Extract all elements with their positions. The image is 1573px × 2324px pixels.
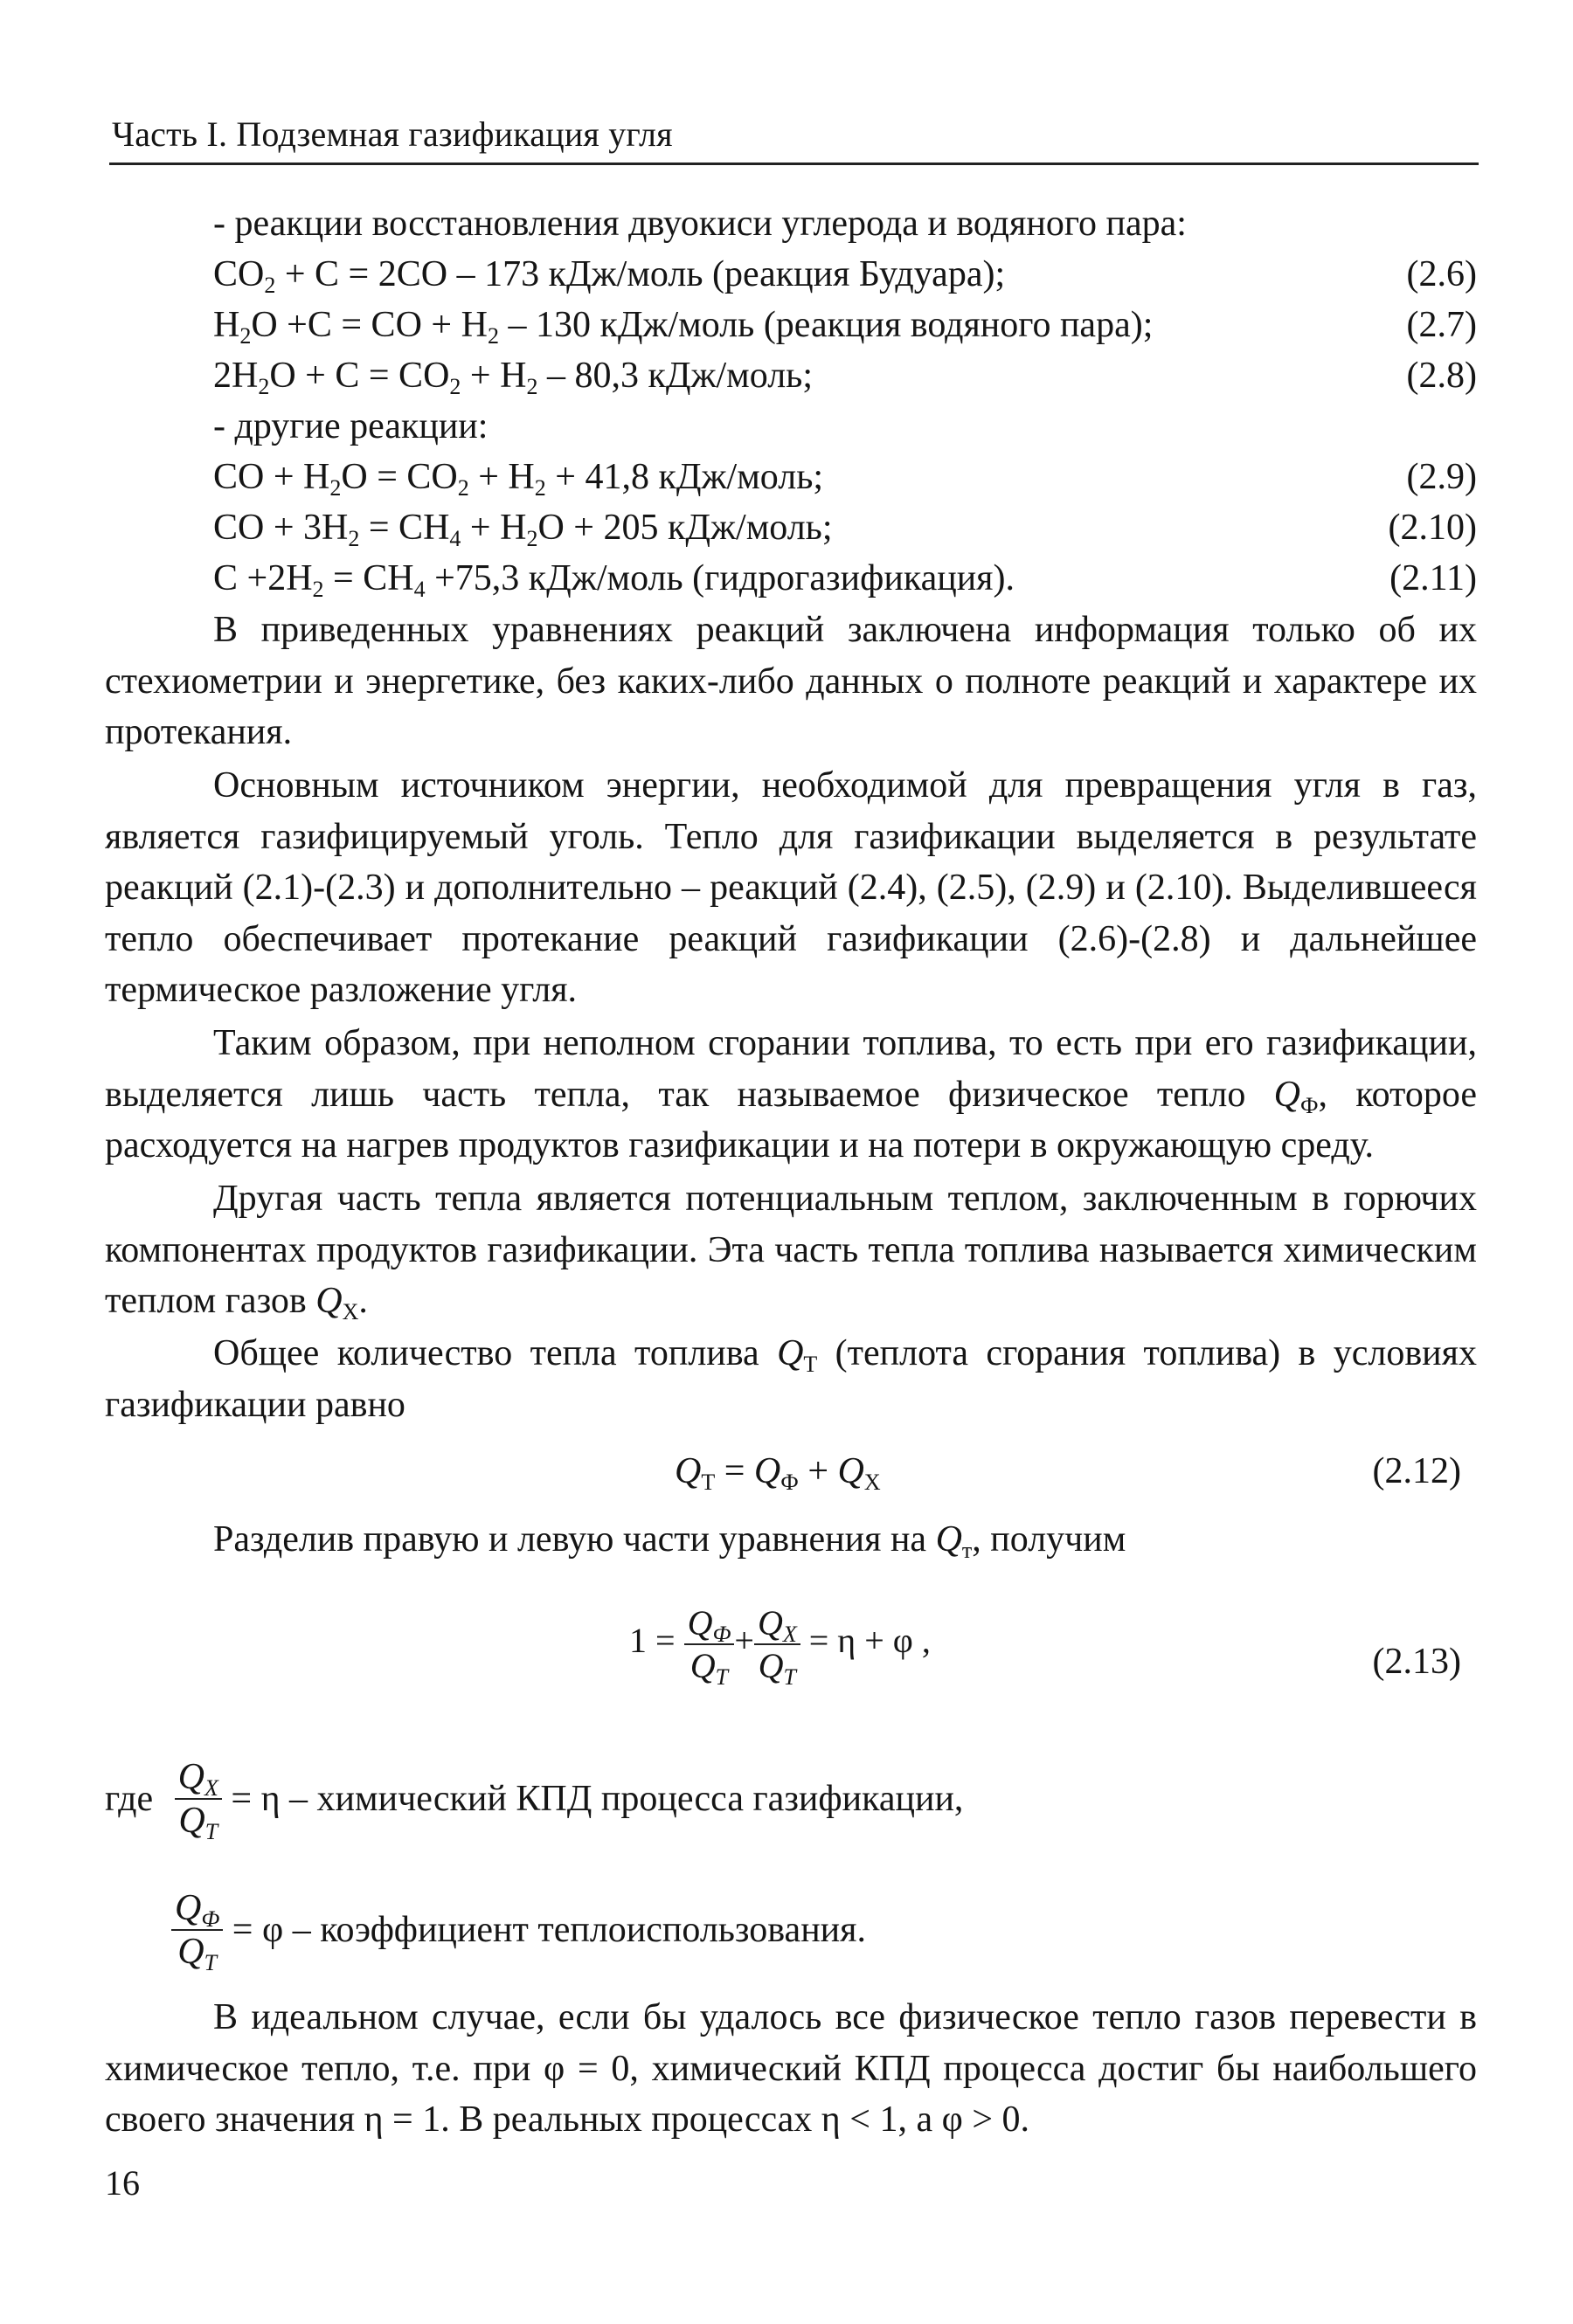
equation-number: (2.12) (1372, 1451, 1461, 1491)
equation-number: (2.11) (1389, 558, 1477, 598)
equation-2-7: $H_2O +C$ = CO + $H_2 - 130$ кДж/моль (реакция водяного пара); (213, 305, 1154, 349)
fraction-qx-qt: $\frac{Q_X}{Q_T}$ (175, 1756, 222, 1842)
page-number: 16 (105, 2163, 140, 2203)
fraction-qf-qt: $\frac{Q_Ф}{Q_Т}$ (684, 1602, 735, 1686)
equation-number: (2.13) (1372, 1642, 1461, 1682)
equation-2-9: CO + $H_2O = CO_2 + H_2 + 41,8$ кДж/моль; (213, 457, 824, 501)
header-rule (109, 163, 1479, 165)
equation-2-12: $Q_Т = Q_Ф + Q_X$ (675, 1451, 881, 1495)
fraction-qf-qt: $\frac{Q_Ф}{Q_T}$ (171, 1887, 223, 1973)
reduction-heading: - реакции восстановления двуокиси углерода и водяного пара: (213, 204, 1187, 244)
equation-2-6: $CO_2 + C = 2CO - 173$ кДж/моль (реакция Будуара); (213, 254, 1006, 298)
definition-eta: где $\frac{Q_X}{Q_T}$ = η – химический КПД процесса газификации, (105, 1757, 964, 1844)
paragraph-total-heat: Общее количество тепла топлива $Q_Т$ (теплота сгорания топлива) в условиях газификации равно (105, 1333, 1477, 1425)
equation-number: (2.8) (1406, 356, 1477, 396)
paragraph-stoichiometry: В приведенных уравнениях реакций заключена информация только об их стехиометрии и энергетике, без каких-либо данных о полноте реакций и характере их протекания. (105, 610, 1477, 752)
other-heading: - другие реакции: (213, 406, 489, 446)
definition-phi: $\frac{Q_Ф}{Q_T}$ = φ – коэффициент теплоиспользования. (171, 1887, 866, 1973)
equation-number: (2.10) (1388, 508, 1477, 548)
equation-2-8: $2H_2O + C = CO_2 + H_2 - 80,3$ кДж/моль; (213, 356, 813, 399)
paragraph-physical-heat: Таким образом, при неполном сгорании топлива, то есть при его газификации, выделяется лишь часть тепла, так называемое физическое тепло $Q_Ф$, которое расходуется на нагрев продуктов газификации и на потери в окружающую среду. (105, 1023, 1477, 1165)
paragraph-energy-source: Основным источником энергии, необходимой для превращения угля в газ, является газифицируемый уголь. Тепло для газификации выделяется в результате реакций (2.1)-(2.3) и дополнительно – реакций (2.4), (2.5), (2.9) и (2.10). Выделившееся тепло обеспечивает протекание реакций газификации (2.6)-(2.8) и дальнейшее термическое разложение угля. (105, 765, 1477, 1010)
running-head: Часть I. Подземная газификация угля (112, 114, 673, 154)
paragraph-chemical-heat: Другая часть тепла является потенциальным теплом, заключенным в горючих компонентах продуктов газификации. Эта часть тепла топлива называется химическим теплом газов $Q_X$. (105, 1179, 1477, 1325)
equation-2-11: $C +2H_2 = CH_4 +75,3$ кДж/моль (гидрогазификация). (213, 558, 1015, 602)
equation-number: (2.7) (1406, 305, 1477, 345)
fraction-qx-qt: $\frac{Q_X}{Q_Т}$ (754, 1602, 800, 1686)
equation-number: (2.6) (1406, 254, 1477, 294)
paragraph-ideal-case: В идеальном случае, если бы удалось все физическое тепло газов перевести в химическое тепло, т.е. при φ = 0, химический КПД процесса достиг бы наибольшего своего значения η = 1. В реальных процессах η < 1, а φ > 0. (105, 1997, 1477, 2140)
equation-number: (2.9) (1406, 457, 1477, 497)
paragraph-divide: Разделив правую и левую части уравнения на $Q_т$, получим (213, 1519, 1126, 1563)
equation-2-10: CO + $3H_2 = CH_4 + H_2O + 205$ кДж/моль; (213, 508, 833, 551)
equation-2-13: 1 = $\frac{Q_Ф}{Q_Т}$ + $\frac{Q_X}{Q_Т}$ = η + φ , (629, 1603, 931, 1690)
